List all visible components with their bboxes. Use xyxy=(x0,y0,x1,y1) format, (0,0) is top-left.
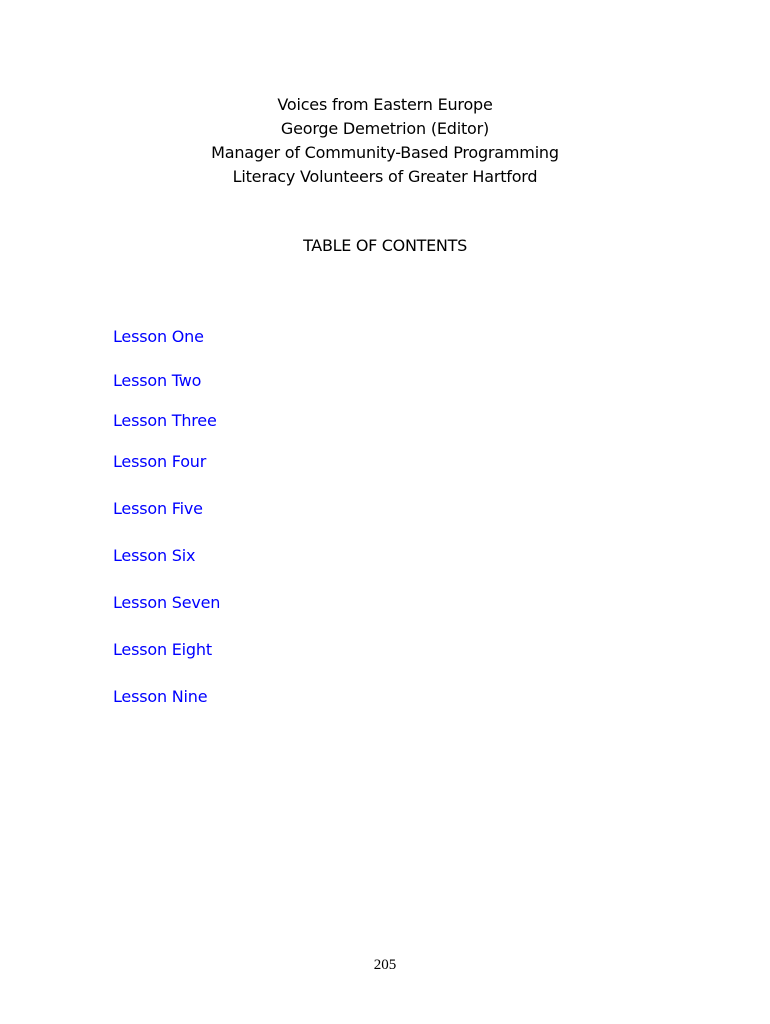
book-title: Voices from Eastern Europe xyxy=(277,95,493,114)
role-line: Manager of Community-Based Programming xyxy=(211,143,559,162)
page-number: 205 xyxy=(373,957,397,973)
toc-link-lesson-eight[interactable]: Lesson Eight xyxy=(113,640,212,659)
toc-link-lesson-five[interactable]: Lesson Five xyxy=(113,499,203,518)
document-header xyxy=(0,93,770,189)
toc-link-lesson-six[interactable]: Lesson Six xyxy=(113,546,196,565)
toc-link-lesson-nine[interactable]: Lesson Nine xyxy=(113,687,208,706)
organization-line: Literacy Volunteers of Greater Hartford xyxy=(232,167,538,186)
toc-link-lesson-seven[interactable]: Lesson Seven xyxy=(113,593,221,612)
toc-link-lesson-one[interactable]: Lesson One xyxy=(113,327,204,346)
toc-link-lesson-three[interactable]: Lesson Three xyxy=(113,411,217,430)
editor-line: George Demetrion (Editor) xyxy=(280,119,490,138)
toc-heading: TABLE OF CONTENTS xyxy=(303,236,467,255)
toc-link-lesson-two[interactable]: Lesson Two xyxy=(113,371,202,390)
toc-link-lesson-four[interactable]: Lesson Four xyxy=(113,452,207,471)
